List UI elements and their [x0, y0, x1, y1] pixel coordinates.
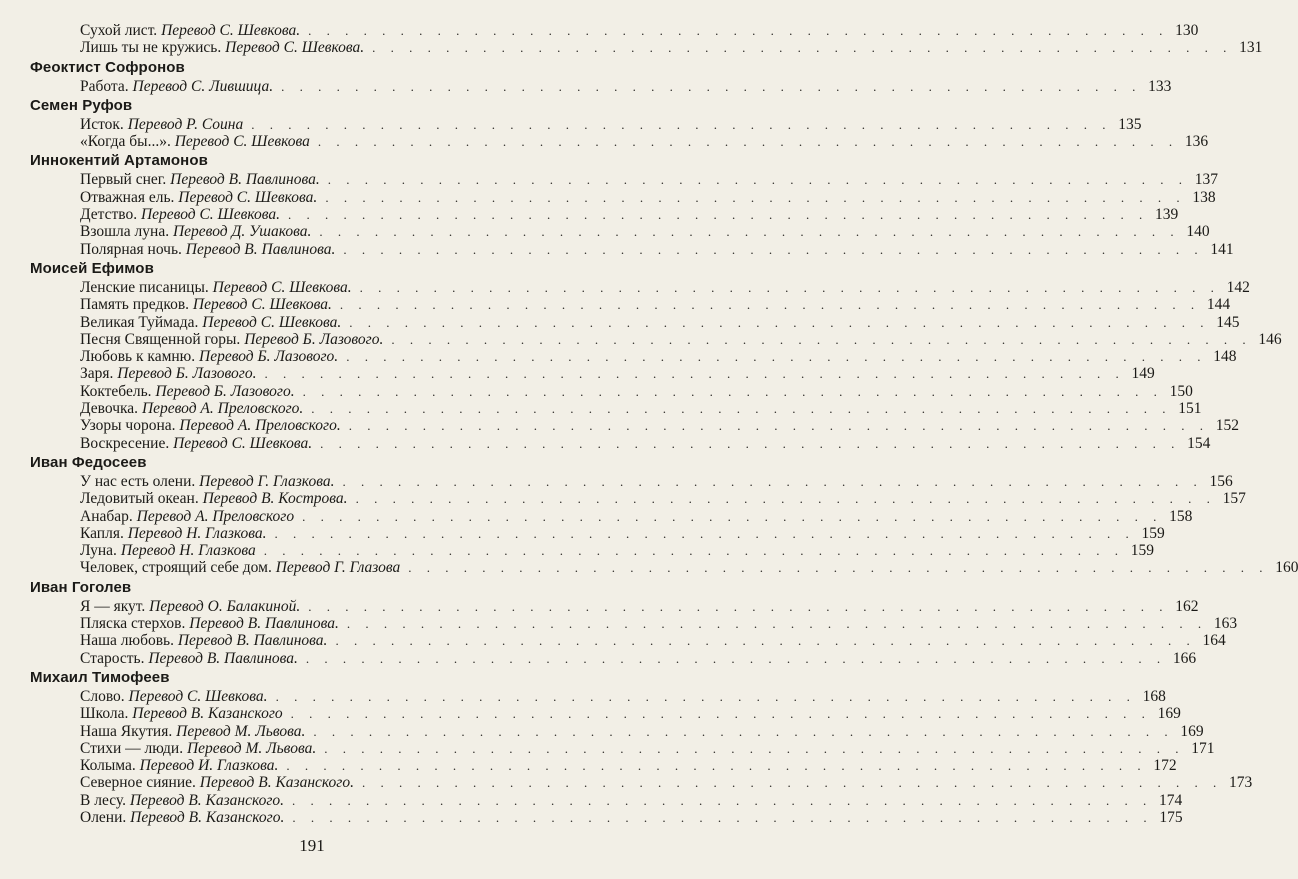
- leader-dots: [294, 508, 1162, 525]
- entry-text: [80, 525, 267, 542]
- poem-title: Полярная ночь.: [80, 240, 182, 258]
- poem-title: Слово.: [80, 687, 125, 705]
- leader-dots: [256, 542, 1124, 559]
- entry-text: [80, 78, 273, 95]
- translator-credit: Перевод В. Павлинова.: [185, 240, 336, 258]
- page-number: 191: [299, 836, 325, 855]
- entry-page-number: 133: [1148, 77, 1172, 95]
- toc-entry: [30, 757, 1177, 775]
- entry-page-number: 158: [1169, 507, 1193, 525]
- translator-credit: Перевод В. Казанского.: [199, 774, 354, 792]
- translator-credit: Перевод Г. Глазова: [275, 559, 401, 577]
- translator-credit: Перевод Б. Лазового.: [244, 330, 384, 348]
- leader-dots: [352, 279, 1220, 296]
- poem-title: Память предков.: [80, 296, 190, 314]
- poem-title: Узоры чорона.: [80, 417, 176, 435]
- entry-text: [80, 435, 312, 452]
- translator-credit: Перевод В. Казанского: [132, 705, 283, 723]
- poem-title: Исток.: [80, 115, 124, 133]
- translator-credit: Перевод В. Павлинова.: [177, 632, 328, 650]
- entry-page-number: 154: [1187, 434, 1211, 452]
- author-heading: Иван Гоголев: [30, 578, 132, 596]
- toc-entry: [30, 597, 1199, 615]
- author-heading: Моисей Ефимов: [30, 259, 154, 277]
- translator-credit: Перевод А. Преловского.: [141, 400, 304, 418]
- leader-dots: [341, 314, 1209, 331]
- entry-text: [80, 189, 317, 206]
- entry-text: [80, 792, 284, 809]
- author-heading: Михаил Тимофеев: [30, 668, 170, 686]
- leader-dots: [267, 525, 1135, 542]
- translator-credit: Перевод Б. Лазового.: [199, 348, 339, 366]
- entry-text: [80, 279, 352, 296]
- translator-credit: Перевод В. Казанского.: [129, 791, 285, 809]
- entry-page-number: 156: [1209, 472, 1233, 490]
- entry-text: [80, 348, 338, 365]
- poem-title: Ледовитый океан.: [80, 490, 199, 508]
- toc-entry: [30, 188, 1216, 206]
- translator-credit: Перевод И. Глазкова.: [139, 757, 279, 775]
- translator-credit: Перевод Б. Лазового.: [155, 382, 295, 400]
- entry-page-number: 169: [1157, 705, 1181, 723]
- toc-entry: [30, 348, 1237, 366]
- poem-title: Первый снег.: [80, 171, 167, 189]
- leader-dots: [310, 133, 1178, 150]
- poem-title: Лишь ты не кружись.: [80, 39, 222, 57]
- toc-entry: [30, 133, 1209, 151]
- entry-text: [80, 331, 383, 348]
- entry-page-number: 157: [1222, 490, 1246, 508]
- poem-title: Северное сияние.: [80, 774, 196, 792]
- leader-dots: [354, 774, 1222, 791]
- author-heading: Иван Федосеев: [30, 453, 147, 471]
- entry-text: [80, 171, 320, 188]
- author-heading: Иннокентий Артамонов: [30, 152, 208, 170]
- translator-credit: Перевод С. Шевкова.: [128, 687, 268, 705]
- poem-title: Воскресение.: [80, 434, 170, 452]
- toc-entry: [30, 22, 1199, 39]
- translator-credit: Перевод С. Шевкова: [174, 133, 310, 151]
- leader-dots: [335, 241, 1203, 258]
- entry-page-number: 162: [1175, 597, 1199, 615]
- poem-title: Детство.: [80, 206, 138, 224]
- leader-dots: [338, 348, 1206, 365]
- toc-entry: [30, 400, 1202, 418]
- leader-dots: [256, 365, 1124, 382]
- entry-page-number: 174: [1159, 791, 1183, 809]
- toc-entry: [30, 171, 1218, 189]
- leader-dots: [303, 400, 1171, 417]
- poem-title: Анабар.: [80, 507, 133, 525]
- entry-page-number: 139: [1155, 206, 1179, 224]
- entry-page-number: 159: [1130, 542, 1155, 560]
- entry-page-number: 141: [1210, 240, 1234, 258]
- translator-credit: Перевод С. Лившица.: [132, 77, 274, 95]
- poem-title: Ленские писаницы.: [80, 278, 209, 296]
- entry-page-number: 138: [1192, 188, 1216, 206]
- entry-text: [80, 615, 339, 632]
- entry-text: [80, 598, 300, 615]
- translator-credit: Перевод С. Шевкова.: [140, 206, 280, 224]
- poem-title: Пляска стерхов.: [80, 615, 186, 633]
- toc-entry: [30, 115, 1142, 133]
- poem-title: Школа.: [80, 705, 129, 723]
- toc-entry: [30, 434, 1211, 452]
- entry-page-number: 148: [1213, 348, 1237, 366]
- translator-credit: Перевод М. Львова.: [176, 722, 306, 740]
- leader-dots: [341, 417, 1209, 434]
- poem-title: Песня Священной горы.: [80, 330, 241, 348]
- leader-dots: [300, 598, 1168, 615]
- translator-credit: Перевод Р. Соина: [127, 115, 244, 133]
- leader-dots: [312, 435, 1180, 452]
- entry-text: [80, 116, 243, 133]
- leader-dots: [400, 559, 1268, 576]
- entry-text: [80, 314, 341, 331]
- entry-page-number: 152: [1215, 417, 1239, 435]
- translator-credit: Перевод Д. Ушакова.: [172, 223, 312, 241]
- translator-credit: Перевод С. Шевкова.: [173, 434, 313, 452]
- entry-page-number: 169: [1180, 722, 1204, 740]
- translator-credit: Перевод С. Шевкова.: [202, 313, 342, 331]
- toc-entry: [30, 472, 1233, 490]
- translator-credit: Перевод С. Шевкова.: [225, 39, 365, 57]
- translator-credit: Перевод А. Преловского.: [179, 417, 341, 435]
- entry-page-number: 168: [1142, 687, 1166, 705]
- entry-text: [80, 383, 295, 400]
- translator-credit: Перевод С. Шевкова.: [212, 278, 352, 296]
- entry-page-number: 151: [1178, 400, 1202, 418]
- toc-entry: [30, 559, 1298, 577]
- toc-entry: [30, 365, 1155, 383]
- translator-credit: Перевод В. Павлинова.: [170, 171, 320, 189]
- leader-dots: [305, 723, 1173, 740]
- toc-entry: [30, 774, 1253, 792]
- entry-page-number: 144: [1206, 296, 1231, 314]
- entry-text: [80, 473, 334, 490]
- translator-credit: Перевод Н. Глазкова.: [127, 524, 267, 542]
- entry-page-number: 136: [1184, 133, 1209, 151]
- entry-page-number: 137: [1194, 171, 1218, 189]
- leader-dots: [317, 189, 1185, 206]
- toc-entry: [30, 490, 1246, 508]
- entry-text: [80, 417, 341, 434]
- poem-title: Наша Якутия.: [80, 722, 173, 740]
- toc-entry: [30, 722, 1204, 740]
- entry-text: [80, 688, 268, 705]
- toc-entry: [30, 77, 1172, 95]
- toc-entry: [30, 206, 1179, 224]
- leader-dots: [273, 78, 1141, 95]
- toc-entry: [30, 507, 1193, 525]
- entry-text: [80, 490, 348, 507]
- translator-credit: Перевод Н. Глазкова: [120, 542, 256, 560]
- entry-text: [80, 705, 283, 722]
- entry-page-number: 140: [1186, 223, 1210, 241]
- toc-entry: [30, 223, 1210, 241]
- entry-text: [80, 632, 327, 649]
- entry-text: [80, 740, 316, 757]
- poem-title: Капля.: [80, 524, 124, 542]
- entry-page-number: 164: [1202, 632, 1226, 650]
- leader-dots: [298, 650, 1166, 667]
- author-heading: Феоктист Софронов: [30, 58, 185, 76]
- translator-credit: Перевод В. Казанского.: [130, 808, 285, 826]
- poem-title: Девочка.: [80, 400, 139, 418]
- toc-entry: [30, 39, 1263, 57]
- entry-text: [80, 542, 256, 559]
- table-of-contents: [30, 22, 1298, 826]
- leader-dots: [320, 171, 1188, 188]
- entry-page-number: 149: [1131, 365, 1155, 383]
- entry-text: [80, 22, 300, 39]
- entry-text: [80, 365, 256, 382]
- poem-title: Заря.: [80, 365, 114, 383]
- leader-dots: [316, 740, 1184, 757]
- toc-entry: [30, 330, 1282, 348]
- entry-text: [80, 650, 298, 667]
- toc-entry: [30, 791, 1183, 809]
- entry-text: [80, 39, 364, 56]
- poem-title: Великая Туймада.: [80, 313, 199, 331]
- toc-entry: [30, 739, 1215, 757]
- entry-text: [80, 809, 284, 826]
- entry-text: [80, 400, 303, 417]
- poem-title: Старость.: [80, 649, 145, 667]
- leader-dots: [339, 615, 1207, 632]
- poem-title: Работа.: [80, 77, 129, 95]
- toc-entry: [30, 705, 1181, 723]
- leader-dots: [280, 206, 1148, 223]
- entry-page-number: 145: [1216, 313, 1240, 331]
- translator-credit: Перевод В. Кострова.: [202, 490, 348, 508]
- poem-title: Луна.: [80, 542, 117, 560]
- translator-credit: Перевод В. Павлинова.: [148, 649, 298, 667]
- entry-page-number: 163: [1213, 615, 1238, 633]
- leader-dots: [295, 383, 1163, 400]
- entry-page-number: 175: [1159, 808, 1183, 826]
- entry-text: [80, 757, 278, 774]
- poem-title: Наша любовь.: [80, 632, 174, 650]
- translator-credit: Перевод Б. Лазового.: [117, 365, 257, 383]
- toc-entry: [30, 382, 1193, 400]
- poem-title: Олени.: [80, 808, 127, 826]
- entry-page-number: 142: [1226, 278, 1250, 296]
- entry-page-number: 130: [1175, 22, 1199, 39]
- poem-title: Отважная ель.: [80, 188, 175, 206]
- toc-entry: [30, 687, 1166, 705]
- entry-text: [80, 296, 332, 313]
- leader-dots: [284, 792, 1152, 809]
- poem-title: Коктебель.: [80, 382, 152, 400]
- leader-dots: [364, 39, 1232, 56]
- entry-text: [80, 206, 280, 223]
- poem-title: У нас есть олени.: [80, 472, 196, 490]
- leader-dots: [348, 490, 1216, 507]
- entry-text: [80, 774, 354, 791]
- leader-dots: [327, 632, 1195, 649]
- toc-entry: [30, 417, 1239, 435]
- toc-entry: [30, 240, 1234, 258]
- entry-page-number: 159: [1141, 524, 1165, 542]
- leader-dots: [300, 22, 1168, 39]
- translator-credit: Перевод А. Преловского: [136, 507, 295, 525]
- translator-credit: Перевод Г. Глазкова.: [199, 472, 335, 490]
- poem-title: В лесу.: [80, 791, 126, 809]
- leader-dots: [311, 223, 1179, 240]
- entry-text: [80, 559, 400, 576]
- entry-page-number: 172: [1153, 757, 1177, 775]
- poem-title: Взошла луна.: [80, 223, 170, 241]
- toc-entry: [30, 632, 1226, 650]
- toc-entry: [30, 808, 1183, 826]
- poem-title: Человек, строящий себе дом.: [80, 559, 272, 577]
- leader-dots: [283, 705, 1151, 722]
- entry-page-number: 150: [1169, 382, 1193, 400]
- entry-page-number: 171: [1191, 739, 1215, 757]
- leader-dots: [334, 473, 1202, 490]
- leader-dots: [332, 296, 1200, 313]
- entry-page-number: 173: [1228, 774, 1253, 792]
- leader-dots: [268, 688, 1136, 705]
- translator-credit: Перевод С. Шевкова.: [178, 188, 318, 206]
- toc-entry: [30, 278, 1250, 296]
- entry-text: [80, 223, 311, 240]
- entry-text: [80, 241, 335, 258]
- entry-page-number: 146: [1258, 330, 1282, 348]
- toc-entry: [30, 649, 1197, 667]
- leader-dots: [383, 331, 1251, 348]
- entry-page-number: 160: [1275, 559, 1298, 577]
- entry-page-number: 166: [1172, 649, 1197, 667]
- translator-credit: Перевод С. Шевкова.: [161, 22, 301, 39]
- poem-title: Стихи — люди.: [80, 739, 184, 757]
- translator-credit: Перевод С. Шевкова.: [192, 296, 332, 314]
- poem-title: Сухой лист.: [80, 22, 158, 39]
- translator-credit: Перевод М. Львова.: [186, 739, 317, 757]
- poem-title: «Когда бы...».: [80, 133, 171, 151]
- poem-title: Любовь к камню.: [80, 348, 196, 366]
- toc-entry: [30, 542, 1155, 560]
- entry-page-number: 135: [1118, 115, 1142, 133]
- entry-page-number: 131: [1239, 39, 1263, 57]
- translator-credit: Перевод В. Павлинова.: [189, 615, 339, 633]
- poem-title: Я — якут.: [80, 597, 146, 615]
- author-heading: Семен Руфов: [30, 96, 133, 114]
- toc-entry: [30, 615, 1238, 633]
- leader-dots: [284, 809, 1152, 826]
- toc-entry: [30, 296, 1231, 314]
- poem-title: Колыма.: [80, 757, 136, 775]
- toc-entry: [30, 524, 1165, 542]
- toc-entry: [30, 313, 1240, 331]
- translator-credit: Перевод О. Балакиной.: [149, 597, 301, 615]
- leader-dots: [278, 757, 1146, 774]
- entry-text: [80, 508, 294, 525]
- entry-text: [80, 723, 305, 740]
- leader-dots: [243, 116, 1111, 133]
- entry-text: [80, 133, 310, 150]
